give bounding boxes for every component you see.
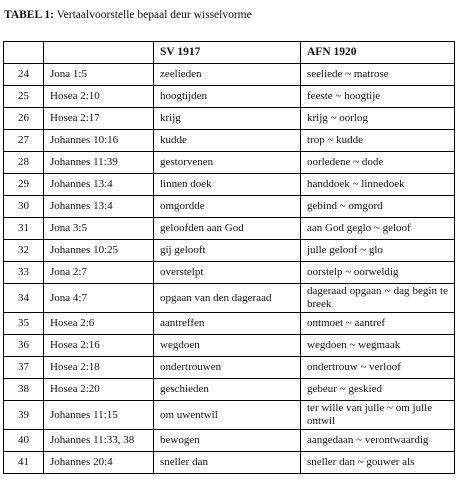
row-number: 41 [4, 452, 44, 474]
row-afn-1920: ontmoet ~ aantref [301, 313, 455, 335]
row-number: 30 [4, 196, 44, 218]
row-sv-1917: wegdoen [154, 335, 301, 357]
row-number: 26 [4, 108, 44, 130]
table-row [4, 196, 455, 218]
table-row [4, 335, 455, 357]
row-afn-1920: wegdoen ~ wegmaak [301, 335, 455, 357]
table-row [4, 430, 455, 452]
table-row [4, 313, 455, 335]
table-caption-text: Vertaalvoorstelle bepaal deur wisselvorme [56, 9, 252, 21]
row-sv-1917: omgordde [154, 196, 301, 218]
table-body [4, 64, 455, 474]
row-sv-1917: linnen doek [154, 174, 301, 196]
row-afn-1920: aan God geglo ~ geloof [301, 218, 455, 240]
row-afn-1920: oorstelp ~ oorweldig [301, 262, 455, 284]
row-afn-1920: feeste ~ hoogtije [301, 86, 455, 108]
row-afn-1920: dageraad opgaan ~ dag begin te breek [301, 284, 455, 313]
row-reference: Hosea 2:10 [44, 86, 154, 108]
row-number: 27 [4, 130, 44, 152]
translation-table [3, 41, 455, 474]
table-row [4, 284, 455, 313]
row-sv-1917: gestorvenen [154, 152, 301, 174]
table-row [4, 152, 455, 174]
row-afn-1920: gebind ~ omgord [301, 196, 455, 218]
table-row [4, 174, 455, 196]
table-row [4, 452, 455, 474]
table-row [4, 357, 455, 379]
table-header-row [4, 42, 455, 64]
table-row [4, 64, 455, 86]
row-number: 29 [4, 174, 44, 196]
row-number: 32 [4, 240, 44, 262]
row-reference: Hosea 2:16 [44, 335, 154, 357]
row-number: 28 [4, 152, 44, 174]
row-reference: Johannes 13:4 [44, 196, 154, 218]
table-caption [4, 9, 252, 21]
table-row [4, 86, 455, 108]
row-afn-1920: gebeur ~ geskied [301, 379, 455, 401]
row-reference: Hosea 2:6 [44, 313, 154, 335]
row-reference: Jona 4:7 [44, 284, 154, 313]
row-reference: Jona 1:5 [44, 64, 154, 86]
row-reference: Johannes 10:25 [44, 240, 154, 262]
table-caption-label: TABEL 1: [4, 9, 54, 21]
row-sv-1917: overstelpt [154, 262, 301, 284]
table-row [4, 401, 455, 430]
row-number: 40 [4, 430, 44, 452]
row-sv-1917: ondertrouwen [154, 357, 301, 379]
row-sv-1917: aantreffen [154, 313, 301, 335]
row-number: 35 [4, 313, 44, 335]
row-reference: Hosea 2:18 [44, 357, 154, 379]
row-reference: Johannes 20:4 [44, 452, 154, 474]
row-reference: Jona 2:7 [44, 262, 154, 284]
row-reference: Johannes 10:16 [44, 130, 154, 152]
row-afn-1920: oorledene ~ dode [301, 152, 455, 174]
row-afn-1920: seeliede ~ matrose [301, 64, 455, 86]
row-afn-1920: krijg ~ oorlog [301, 108, 455, 130]
table-row [4, 240, 455, 262]
row-number: 37 [4, 357, 44, 379]
row-number: 36 [4, 335, 44, 357]
row-sv-1917: sneller dan [154, 452, 301, 474]
table-row [4, 130, 455, 152]
row-sv-1917: om uwentwil [154, 401, 301, 430]
header-reference [44, 42, 154, 64]
header-afn-1920: AFN 1920 [301, 42, 455, 64]
row-number: 33 [4, 262, 44, 284]
row-sv-1917: krijg [154, 108, 301, 130]
row-reference: Hosea 2:20 [44, 379, 154, 401]
row-sv-1917: bewogen [154, 430, 301, 452]
table-row [4, 108, 455, 130]
row-number: 39 [4, 401, 44, 430]
row-afn-1920: sneller dan ~ gouwer als [301, 452, 455, 474]
row-reference: Johannes 13:4 [44, 174, 154, 196]
table-row [4, 218, 455, 240]
row-number: 25 [4, 86, 44, 108]
row-afn-1920: ondertrouw ~ verloof [301, 357, 455, 379]
row-afn-1920: handdoek ~ linnedoek [301, 174, 455, 196]
row-number: 24 [4, 64, 44, 86]
row-sv-1917: zeelieden [154, 64, 301, 86]
row-sv-1917: opgaan van den dageraad [154, 284, 301, 313]
row-reference: Jona 3:5 [44, 218, 154, 240]
row-reference: Johannes 11:33, 38 [44, 430, 154, 452]
header-number [4, 42, 44, 64]
row-afn-1920: julle geloof ~ glo [301, 240, 455, 262]
row-sv-1917: geloofden aan God [154, 218, 301, 240]
row-sv-1917: gij gelooft [154, 240, 301, 262]
row-reference: Johannes 11:39 [44, 152, 154, 174]
row-afn-1920: ter wille van julle ~ om julle ontwil [301, 401, 455, 430]
row-reference: Hosea 2:17 [44, 108, 154, 130]
table-row [4, 379, 455, 401]
table-row [4, 262, 455, 284]
header-sv-1917: SV 1917 [154, 42, 301, 64]
row-sv-1917: hoogtijden [154, 86, 301, 108]
row-afn-1920: aangedaan ~ verontwaardig [301, 430, 455, 452]
row-number: 31 [4, 218, 44, 240]
row-number: 34 [4, 284, 44, 313]
row-afn-1920: trop ~ kudde [301, 130, 455, 152]
row-sv-1917: geschieden [154, 379, 301, 401]
row-number: 38 [4, 379, 44, 401]
row-reference: Johannes 11:15 [44, 401, 154, 430]
row-sv-1917: kudde [154, 130, 301, 152]
